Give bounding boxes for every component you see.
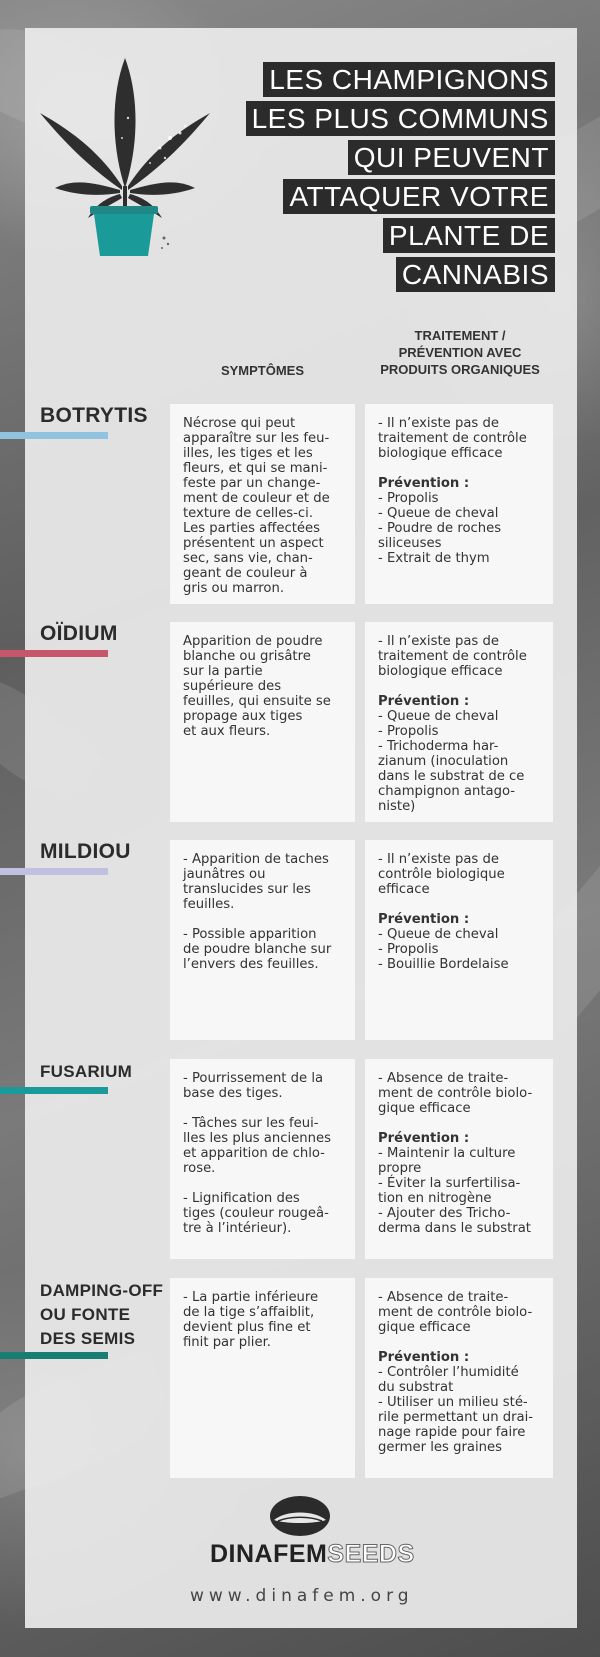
text-line: biologique efficace bbox=[378, 664, 503, 679]
text-line: et apparition de chlo- bbox=[183, 1146, 325, 1161]
treatment-header-line: PRÉVENTION AVEC bbox=[398, 345, 522, 360]
text-line: - Contrôler l’humidité bbox=[378, 1365, 519, 1380]
treatment-box-damping-off bbox=[365, 1278, 553, 1478]
text-line: tiges (couleur rougeâ- bbox=[183, 1206, 329, 1221]
treatment-box-mildiou bbox=[365, 840, 553, 1040]
prevention-label: Prévention : bbox=[378, 476, 470, 491]
text-line: illes, les tiges et les bbox=[183, 446, 313, 461]
text-line: - Tâches sur les feui- bbox=[183, 1116, 319, 1131]
text-line: efficace bbox=[378, 882, 430, 897]
text-line: - Queue de cheval bbox=[378, 709, 499, 724]
row-color-bar bbox=[0, 1352, 108, 1359]
text-line: - Possible apparition bbox=[183, 927, 317, 942]
disease-name-line: DAMPING-OFF bbox=[40, 1281, 164, 1300]
text-line: Apparition de poudre bbox=[183, 634, 323, 649]
symptoms-box-damping-off bbox=[170, 1278, 355, 1478]
text-line: finit par plier. bbox=[183, 1335, 271, 1350]
text-line: du substrat bbox=[378, 1380, 454, 1395]
text-line: propage aux tiges bbox=[183, 709, 303, 724]
treatment-box-botrytis bbox=[365, 404, 553, 604]
text-line: - Maintenir la culture bbox=[378, 1146, 516, 1161]
text-line: apparaître sur les feu- bbox=[183, 431, 330, 446]
prevention-label: Prévention : bbox=[378, 694, 470, 709]
prevention-label: Prévention : bbox=[378, 1350, 470, 1365]
text-line: niste) bbox=[378, 799, 416, 814]
text-line: - Extrait de thym bbox=[378, 551, 490, 566]
text-line: - Bouillie Bordelaise bbox=[378, 957, 509, 972]
text-line: germer les graines bbox=[378, 1440, 502, 1455]
text-line: feuilles, qui ensuite se bbox=[183, 694, 331, 709]
title-line: LES PLUS COMMUNS bbox=[246, 101, 555, 136]
title-line: QUI PEUVENT bbox=[348, 140, 555, 175]
text-line: - La partie inférieure bbox=[183, 1290, 319, 1305]
text-line: gique efficace bbox=[378, 1101, 471, 1116]
disease-name-mildiou: MILDIOU bbox=[40, 840, 131, 863]
treatment-header-line: TRAITEMENT / bbox=[414, 328, 506, 343]
disease-name-line: DES SEMIS bbox=[40, 1329, 136, 1348]
text-line: - Propolis bbox=[378, 724, 439, 739]
text-line: - Il n’existe pas de bbox=[378, 852, 499, 867]
text-line: tion en nitrogène bbox=[378, 1191, 492, 1206]
prevention-label: Prévention : bbox=[378, 912, 470, 927]
prevention-label: Prévention : bbox=[378, 1131, 470, 1146]
text-line: propre bbox=[378, 1161, 422, 1176]
treatment-box-oidium bbox=[365, 622, 553, 822]
title-line: LES CHAMPIGNONS bbox=[263, 62, 555, 97]
text-line: siliceuses bbox=[378, 536, 442, 551]
text-line: sec, sans vie, chan- bbox=[183, 551, 313, 566]
symptoms-box-oidium bbox=[170, 622, 355, 822]
text-line: rile permettant un drai- bbox=[378, 1410, 534, 1425]
brand-logo bbox=[210, 1540, 415, 1569]
text-line: champignon antago- bbox=[378, 784, 516, 799]
text-line: de poudre blanche sur bbox=[183, 942, 332, 957]
text-line: - Absence de traite- bbox=[378, 1290, 509, 1305]
brand-seeds: SEEDS bbox=[327, 1540, 415, 1568]
text-line: Nécrose qui peut bbox=[183, 416, 296, 431]
title-line: CANNABIS bbox=[396, 257, 555, 292]
title-line: PLANTE DE bbox=[383, 218, 555, 253]
text-line: gris ou marron. bbox=[183, 581, 285, 596]
text-line: - Apparition de taches bbox=[183, 852, 329, 867]
text-line: feste par un change- bbox=[183, 476, 321, 491]
text-line: Les parties affectées bbox=[183, 521, 320, 536]
row-color-bar bbox=[0, 1087, 108, 1094]
text-line: gique efficace bbox=[378, 1320, 471, 1335]
treatment-box-fusarium bbox=[365, 1059, 553, 1259]
symptoms-box-fusarium bbox=[170, 1059, 355, 1259]
text-line: geant de couleur à bbox=[183, 566, 308, 581]
text-line: - Lignification des bbox=[183, 1191, 300, 1206]
text-line: - Poudre de roches bbox=[378, 521, 502, 536]
text-line: - Il n’existe pas de bbox=[378, 416, 499, 431]
text-line: devient plus fine et bbox=[183, 1320, 311, 1335]
text-line: - Il n’existe pas de bbox=[378, 634, 499, 649]
title-line: ATTAQUER VOTRE bbox=[283, 179, 555, 214]
website-url[interactable]: www.dinafem.org bbox=[190, 1586, 414, 1606]
text-line: contrôle biologique bbox=[378, 867, 505, 882]
disease-name-fusarium: FUSARIUM bbox=[40, 1062, 133, 1081]
text-line: jaunâtres ou bbox=[183, 867, 266, 882]
disease-name-line: OU FONTE bbox=[40, 1305, 131, 1324]
text-line: ment de contrôle biolo- bbox=[378, 1086, 533, 1101]
text-line: et aux fleurs. bbox=[183, 724, 271, 739]
text-line: zianum (inoculation bbox=[378, 754, 509, 769]
text-line: fleurs, et qui se mani- bbox=[183, 461, 328, 476]
text-line: ment de contrôle biolo- bbox=[378, 1305, 533, 1320]
text-line: base des tiges. bbox=[183, 1086, 283, 1101]
symptoms-box-mildiou bbox=[170, 840, 355, 1040]
text-line: sur la partie bbox=[183, 664, 263, 679]
text-line: supérieure des bbox=[183, 679, 282, 694]
text-line: présentent un aspect bbox=[183, 536, 324, 551]
text-line: traitement de contrôle bbox=[378, 431, 527, 446]
symptoms-header: SYMPTÔMES bbox=[220, 363, 305, 378]
disease-name-botrytis: BOTRYTIS bbox=[40, 404, 148, 427]
text-line: - Propolis bbox=[378, 491, 439, 506]
text-line: de la tige s’affaiblit, bbox=[183, 1305, 315, 1320]
text-line: rose. bbox=[183, 1161, 216, 1176]
text-line: nage rapide pour faire bbox=[378, 1425, 526, 1440]
text-line: - Trichoderma har- bbox=[378, 739, 499, 754]
text-line: lles les plus anciennes bbox=[183, 1131, 331, 1146]
brand-main: DINAFEM bbox=[210, 1540, 328, 1568]
treatment-header bbox=[365, 327, 555, 378]
text-line: - Pourrissement de la bbox=[183, 1071, 324, 1086]
seed-logo-icon bbox=[268, 1494, 332, 1540]
text-line: l’envers des feuilles. bbox=[183, 957, 319, 972]
disease-name-oidium: OÏDIUM bbox=[40, 622, 118, 645]
text-line: translucides sur les bbox=[183, 882, 311, 897]
text-line: derma dans le substrat bbox=[378, 1221, 531, 1236]
text-line: - Ajouter des Tricho- bbox=[378, 1206, 511, 1221]
text-line: - Utiliser un milieu sté- bbox=[378, 1395, 528, 1410]
row-color-bar bbox=[0, 432, 108, 439]
text-line: - Propolis bbox=[378, 942, 439, 957]
text-line: traitement de contrôle bbox=[378, 649, 527, 664]
text-line: tre à l’intérieur). bbox=[183, 1221, 292, 1236]
symptoms-box-botrytis bbox=[170, 404, 355, 604]
text-line: - Absence de traite- bbox=[378, 1071, 509, 1086]
text-line: - Queue de cheval bbox=[378, 927, 499, 942]
page-title bbox=[235, 62, 555, 296]
text-line: - Queue de cheval bbox=[378, 506, 499, 521]
text-line: biologique efficace bbox=[378, 446, 503, 461]
text-line: texture de celles-ci. bbox=[183, 506, 314, 521]
text-line: - Éviter la surfertilisa- bbox=[378, 1176, 521, 1191]
text-line: feuilles. bbox=[183, 897, 235, 912]
text-line: blanche ou grisâtre bbox=[183, 649, 311, 664]
cannabis-plant-icon bbox=[40, 58, 210, 268]
treatment-header-line: PRODUITS ORGANIQUES bbox=[380, 362, 540, 377]
text-line: dans le substrat de ce bbox=[378, 769, 525, 784]
row-color-bar bbox=[0, 650, 108, 657]
text-line: ment de couleur et de bbox=[183, 491, 330, 506]
disease-name-damping-off bbox=[40, 1279, 163, 1351]
row-color-bar bbox=[0, 868, 108, 875]
